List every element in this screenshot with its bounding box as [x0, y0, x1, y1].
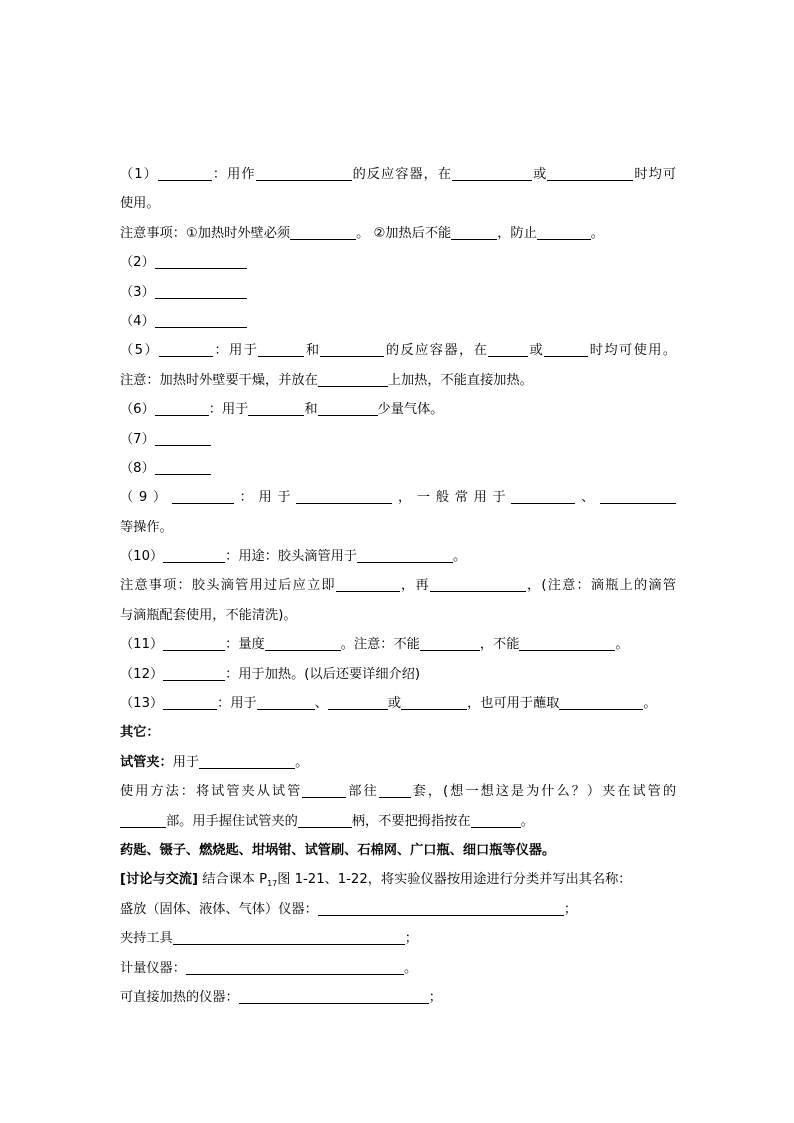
- blank[interactable]: [163, 636, 225, 651]
- blank[interactable]: [471, 813, 521, 828]
- item-11: （11） ：量度 。注意：不能 ，不能 。: [120, 637, 629, 653]
- item-8: （8）: [120, 454, 676, 483]
- item-1: （1） ：用作 的反应容器，在 或 时均可: [120, 167, 677, 182]
- item-10: （10） ：用途：胶头滴管用于 。: [120, 549, 467, 565]
- blank[interactable]: [173, 930, 405, 945]
- clamp-usage-continued: 部。用手握住试管夹的 柄，不要把拇指按在 。: [120, 807, 676, 836]
- blank[interactable]: [401, 695, 467, 710]
- blank[interactable]: [559, 695, 643, 710]
- blank[interactable]: [296, 489, 392, 504]
- others-heading: 其它：: [120, 725, 160, 741]
- note-10: 注意事项：胶头滴管用过后应立即 ，再 ，(注意：滴瓶上的滴管: [120, 578, 677, 594]
- blank[interactable]: [488, 342, 528, 357]
- blank[interactable]: [163, 548, 225, 563]
- blank[interactable]: [511, 489, 575, 504]
- item-1-continued: 使用。: [120, 196, 160, 212]
- note-10-continued: 与滴瓶配套使用，不能清洗)。: [120, 607, 297, 623]
- blank[interactable]: [379, 783, 411, 798]
- blank[interactable]: [186, 960, 404, 975]
- blank[interactable]: [163, 666, 225, 681]
- blank[interactable]: [258, 342, 304, 357]
- blank[interactable]: [120, 813, 166, 828]
- item-13: （13） ：用于 、 或 ，也可用于蘸取 。: [120, 696, 657, 712]
- blank[interactable]: [155, 284, 247, 299]
- blank[interactable]: [159, 342, 213, 357]
- blank[interactable]: [544, 342, 588, 357]
- blank[interactable]: [265, 636, 341, 651]
- clamp-usage: 使用方法：将试管夹从试管 部往 套，(想一想这是为什么？）夹在试管的: [120, 784, 677, 800]
- blank[interactable]: [357, 548, 453, 563]
- blank[interactable]: [452, 166, 532, 181]
- item-3: （3）: [120, 278, 676, 307]
- blank[interactable]: [155, 401, 209, 416]
- storage-instruments: 盛放（固体、液体、气体）仪器： ；: [120, 901, 577, 917]
- blank[interactable]: [155, 460, 211, 475]
- note-5: 注意：加热时外壁要干燥，并放在 上加热，不能直接加热。: [120, 372, 533, 388]
- blank[interactable]: [320, 342, 384, 357]
- item-12: （12） ：用于加热。(以后还要详细介绍): [120, 666, 421, 682]
- discussion-prompt: [讨论与交流] 结合课本 $P_{17}$图 1-21、1-22，将实验仪器按用途进行分类并写出其名称：: [120, 872, 632, 889]
- blank[interactable]: [155, 313, 247, 328]
- blank[interactable]: [318, 401, 378, 416]
- item-5: （5） ：用于 和 的反应容器，在 或 时均可使用。: [120, 343, 677, 359]
- instrument-list: 药匙、镊子、燃烧匙、坩埚钳、试管刷、石棉网、广口瓶、细口瓶等仪器。: [120, 842, 556, 858]
- blank[interactable]: [600, 489, 676, 504]
- blank[interactable]: [256, 166, 352, 181]
- item-2: （2）: [120, 248, 676, 277]
- blank[interactable]: [318, 372, 388, 387]
- note-1: 注意事项：①加热时外壁必须 。 ②加热后不能 ，防止 。: [120, 225, 604, 241]
- item-9-continued: 等操作。: [120, 519, 173, 535]
- blank[interactable]: [199, 754, 295, 769]
- worksheet: [120, 160, 676, 1012]
- item-9: （9） ：用于 ，一般常用于 、: [120, 483, 676, 512]
- item-6: （6） ：用于 和 少量气体。: [120, 402, 444, 418]
- blank[interactable]: [163, 695, 217, 710]
- direct-heating-instruments: 可直接加热的仪器： ；: [120, 989, 442, 1005]
- item-4: （4）: [120, 307, 676, 336]
- blank[interactable]: [248, 401, 304, 416]
- blank[interactable]: [430, 577, 526, 592]
- measuring-instruments: 计量仪器： 。: [120, 960, 418, 976]
- blank[interactable]: [547, 166, 633, 181]
- blank[interactable]: [302, 783, 346, 798]
- item-7: （7）: [120, 425, 676, 454]
- blank[interactable]: [257, 695, 315, 710]
- blank[interactable]: [420, 636, 480, 651]
- blank[interactable]: [298, 813, 352, 828]
- blank[interactable]: [336, 577, 400, 592]
- holding-tools: 夹持工具 ；: [120, 931, 418, 947]
- blank[interactable]: [158, 166, 212, 181]
- blank[interactable]: [172, 489, 234, 504]
- blank[interactable]: [155, 431, 211, 446]
- blank[interactable]: [519, 636, 615, 651]
- blank[interactable]: [328, 695, 388, 710]
- test-tube-clamp: 试管夹：用于 。: [120, 754, 309, 770]
- blank[interactable]: [290, 225, 356, 240]
- blank[interactable]: [451, 225, 497, 240]
- blank[interactable]: [537, 225, 591, 240]
- blank[interactable]: [318, 901, 564, 916]
- blank[interactable]: [239, 989, 429, 1004]
- blank[interactable]: [155, 254, 247, 269]
